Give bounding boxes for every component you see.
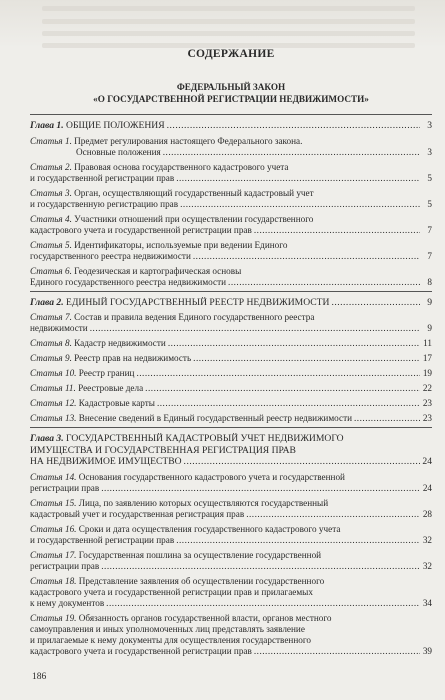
toc-text: Реестр границ: [78, 368, 135, 378]
toc-number: Статья 3.: [30, 187, 72, 198]
toc-line: [30, 524, 432, 535]
leader-dots: [176, 173, 420, 184]
toc-text: Орган, осуществляющий государственный кадастровый учет: [74, 187, 314, 198]
toc-number: Статья 17.: [30, 549, 77, 560]
toc-number: Статья 8.: [30, 338, 72, 348]
toc-line: [30, 635, 432, 646]
leader-dots: [101, 483, 420, 494]
show-through-previous-page: [0, 0, 445, 48]
toc-number: Статья 4.: [30, 213, 72, 224]
toc-text: кадастрового учета и государственной регистрации прав: [30, 645, 252, 656]
toc-article: [30, 550, 432, 572]
toc-article: [30, 524, 432, 546]
toc-line: [30, 646, 432, 657]
toc-text: Реестровые дела: [78, 383, 144, 393]
toc-line: [30, 383, 432, 394]
toc-number: Статья 14.: [30, 471, 77, 482]
toc-page-number: 28: [422, 508, 432, 519]
toc-page-number: 11: [423, 338, 432, 348]
toc-article: [30, 413, 432, 424]
toc-article: [30, 353, 432, 364]
leader-dots: [193, 251, 420, 262]
toc-line: [30, 312, 432, 323]
toc-article: [30, 266, 432, 288]
toc-line: [30, 509, 432, 520]
toc-number: Статья 9.: [30, 353, 72, 363]
toc-line: [30, 613, 432, 624]
law-title-line: «О ГОСУДАРСТВЕННОЙ РЕГИСТРАЦИИ НЕДВИЖИМОСТИ»: [93, 94, 369, 104]
leader-dots: [254, 646, 420, 657]
toc-article: [30, 188, 432, 210]
toc-article: [30, 472, 432, 494]
toc-text: и государственной регистрации прав: [30, 172, 175, 183]
toc-page-number: 24: [422, 456, 432, 467]
toc-page-number: 8: [427, 276, 432, 287]
toc-text: Единого государственного реестра недвижимости: [30, 276, 227, 287]
toc-page-number: 23: [422, 398, 432, 408]
toc-line: [30, 624, 432, 635]
leader-dots: [354, 413, 420, 424]
toc-page-number: 17: [422, 353, 432, 363]
toc-page-number: 24: [422, 482, 432, 493]
toc-chapter: [30, 114, 432, 132]
toc-line: [30, 550, 432, 561]
toc-number: Статья 13.: [30, 413, 77, 423]
toc-text: Идентификаторы, используемые при ведении Единого: [74, 239, 288, 250]
toc-article: [30, 240, 432, 262]
toc-line: [30, 413, 432, 424]
toc-number: Статья 6.: [30, 265, 72, 276]
toc-text: ЕДИНЫЙ ГОСУДАРСТВЕННЫЙ РЕЕСТР НЕДВИЖИМОСТИ: [66, 296, 330, 308]
toc-text: Правовая основа государственного кадастрового учета: [74, 161, 289, 172]
leader-dots: [228, 277, 420, 288]
toc-page-number: 32: [422, 534, 432, 545]
leader-dots: [331, 297, 420, 309]
toc-number: Статья 7.: [30, 312, 72, 322]
toc-number: Статья 15.: [30, 497, 77, 508]
leader-dots: [145, 383, 420, 394]
toc-page-number: 19: [422, 368, 432, 378]
leader-dots: [193, 353, 420, 364]
toc-line: [30, 251, 432, 262]
toc-text: кадастрового учета и государственной регистрации прав: [30, 224, 252, 235]
toc-page-number: 3: [427, 146, 432, 157]
toc-line: [30, 433, 432, 445]
leader-dots: [184, 456, 420, 468]
toc-number: Статья 11.: [30, 383, 76, 393]
toc-text: Кадастр недвижимости: [74, 338, 166, 348]
toc-article: [30, 398, 432, 409]
toc-number: Статья 18.: [30, 575, 77, 586]
toc-text: и государственной регистрации прав: [30, 534, 175, 545]
toc-text: и государственную регистрацию прав: [30, 198, 179, 209]
toc-line: [30, 456, 432, 468]
toc-page-number: 7: [427, 250, 432, 261]
toc-article: [30, 312, 432, 334]
toc-line: [30, 368, 432, 379]
law-title-line: ФЕДЕРАЛЬНЫЙ ЗАКОН: [176, 82, 286, 92]
toc-text: Кадастровые карты: [78, 398, 155, 408]
toc-number: Глава 1.: [30, 120, 64, 131]
toc-text: Лица, по заявлению которых осуществляются государственный: [78, 497, 329, 508]
toc-page-number: 5: [427, 172, 432, 183]
toc-page-number: 39: [422, 645, 432, 656]
toc-number: Статья 12.: [30, 398, 77, 408]
toc-line: [30, 576, 432, 587]
toc-text: кадастрового учета и государственной регистрации прав и прилагаемых: [30, 586, 313, 597]
toc-line: [30, 445, 432, 457]
toc-number: Статья 16.: [30, 523, 77, 534]
toc-line: [30, 120, 432, 132]
toc-text: ИМУЩЕСТВА И ГОСУДАРСТВЕННАЯ РЕГИСТРАЦИЯ ПРАВ: [30, 444, 296, 456]
toc-number: Статья 2.: [30, 161, 72, 172]
toc-line: [30, 188, 432, 199]
page-number: 186: [32, 672, 47, 682]
toc-line: [30, 483, 432, 494]
toc-chapter: [30, 291, 432, 309]
toc-text: кадастровый учет и государственная регистрация прав: [30, 508, 245, 519]
toc-line: [30, 173, 432, 184]
toc-text: недвижимости: [30, 323, 88, 333]
toc-line: [30, 498, 432, 509]
toc-text: ГОСУДАРСТВЕННЫЙ КАДАСТРОВЫЙ УЧЕТ НЕДВИЖИМОГО: [66, 433, 344, 444]
toc-line: [30, 225, 432, 236]
toc-text: самоуправления и иных уполномоченных лиц представлять заявление: [30, 623, 305, 634]
toc-line: [30, 323, 432, 334]
leader-dots: [180, 199, 420, 210]
toc-text: Государственная пошлина за осуществление государственной: [78, 549, 322, 560]
toc-line: [30, 136, 432, 147]
toc-text: Предмет регулирования настоящего Федерального закона.: [74, 135, 303, 146]
toc-page-number: 5: [427, 198, 432, 209]
leader-dots: [157, 398, 420, 409]
toc-text: Состав и правила ведения Единого государственного реестра: [74, 312, 315, 322]
toc-number: Статья 10.: [30, 368, 77, 378]
toc-line: [30, 472, 432, 483]
toc-text: Обязанность органов государственной власти, органов местного: [78, 612, 332, 623]
toc-text: Основания государственного кадастрового учета и государственной: [78, 471, 345, 482]
toc-text: и прилагаемые к нему документы для осуществления государственного: [30, 634, 311, 645]
toc-page-number: 32: [422, 560, 432, 571]
toc-number: Статья 1.: [30, 135, 72, 146]
leader-dots: [136, 368, 420, 379]
toc-line: [30, 398, 432, 409]
toc-page-number: 22: [422, 383, 432, 393]
toc-text: регистрации прав: [30, 482, 100, 493]
toc-line: [30, 598, 432, 609]
toc-line: [30, 214, 432, 225]
leader-dots: [176, 535, 420, 546]
toc-list: [30, 114, 432, 657]
toc-page-number: 23: [422, 413, 432, 423]
toc-chapter: [30, 427, 432, 468]
toc-line: [30, 535, 432, 546]
table-of-contents-page: [30, 48, 432, 657]
leader-dots: [168, 338, 420, 349]
toc-number: Статья 5.: [30, 239, 72, 250]
toc-text: Геодезическая и картографическая основы: [74, 265, 242, 276]
toc-line: [30, 297, 432, 309]
toc-text: Внесение сведений в Единый государственный реестр недвижимости: [78, 413, 352, 423]
toc-article: [30, 613, 432, 657]
toc-line: [30, 240, 432, 251]
toc-page-number: 9: [427, 323, 432, 333]
toc-number: Глава 2.: [30, 296, 64, 308]
toc-text: Представление заявления об осуществлении государственного: [78, 575, 325, 586]
toc-line: [30, 338, 432, 349]
toc-page-number: 3: [427, 120, 432, 131]
toc-text: Реестр прав на недвижимость: [74, 353, 192, 363]
toc-line: [30, 266, 432, 277]
toc-line: [30, 561, 432, 572]
toc-number: Глава 3.: [30, 433, 64, 444]
page-title: СОДЕРЖАНИЕ: [187, 48, 275, 60]
leader-dots: [106, 598, 420, 609]
toc-article: [30, 383, 432, 394]
toc-line: [30, 147, 432, 158]
leader-dots: [101, 561, 420, 572]
toc-article: [30, 214, 432, 236]
toc-line: [30, 277, 432, 288]
toc-line: [30, 199, 432, 210]
toc-line: [30, 353, 432, 364]
law-title: [30, 81, 432, 105]
toc-article: [30, 498, 432, 520]
leader-dots: [246, 509, 420, 520]
toc-text: ОБЩИЕ ПОЛОЖЕНИЯ: [66, 120, 165, 131]
leader-dots: [163, 147, 420, 158]
leader-dots: [167, 120, 420, 132]
toc-line: [30, 587, 432, 598]
leader-dots: [254, 225, 420, 236]
toc-page-number: 7: [427, 224, 432, 235]
toc-text: к нему документов: [30, 597, 105, 608]
toc-text: Сроки и дата осуществления государственного кадастрового учета: [78, 523, 341, 534]
toc-article: [30, 576, 432, 609]
toc-page-number: 9: [427, 296, 432, 308]
toc-text: НА НЕДВИЖИМОЕ ИМУЩЕСТВО: [30, 456, 182, 467]
toc-article: [30, 162, 432, 184]
toc-article: [30, 338, 432, 349]
toc-text: Участники отношений при осуществлении государственного: [74, 213, 314, 224]
toc-article: [30, 136, 432, 158]
toc-text: государственного реестра недвижимости: [30, 250, 191, 261]
toc-text: регистрации прав: [30, 560, 100, 571]
toc-page-number: 34: [422, 597, 432, 608]
toc-article: [30, 368, 432, 379]
toc-number: Статья 19.: [30, 612, 77, 623]
leader-dots: [90, 323, 420, 334]
toc-line: [30, 162, 432, 173]
toc-text: Основные положения: [76, 146, 161, 157]
